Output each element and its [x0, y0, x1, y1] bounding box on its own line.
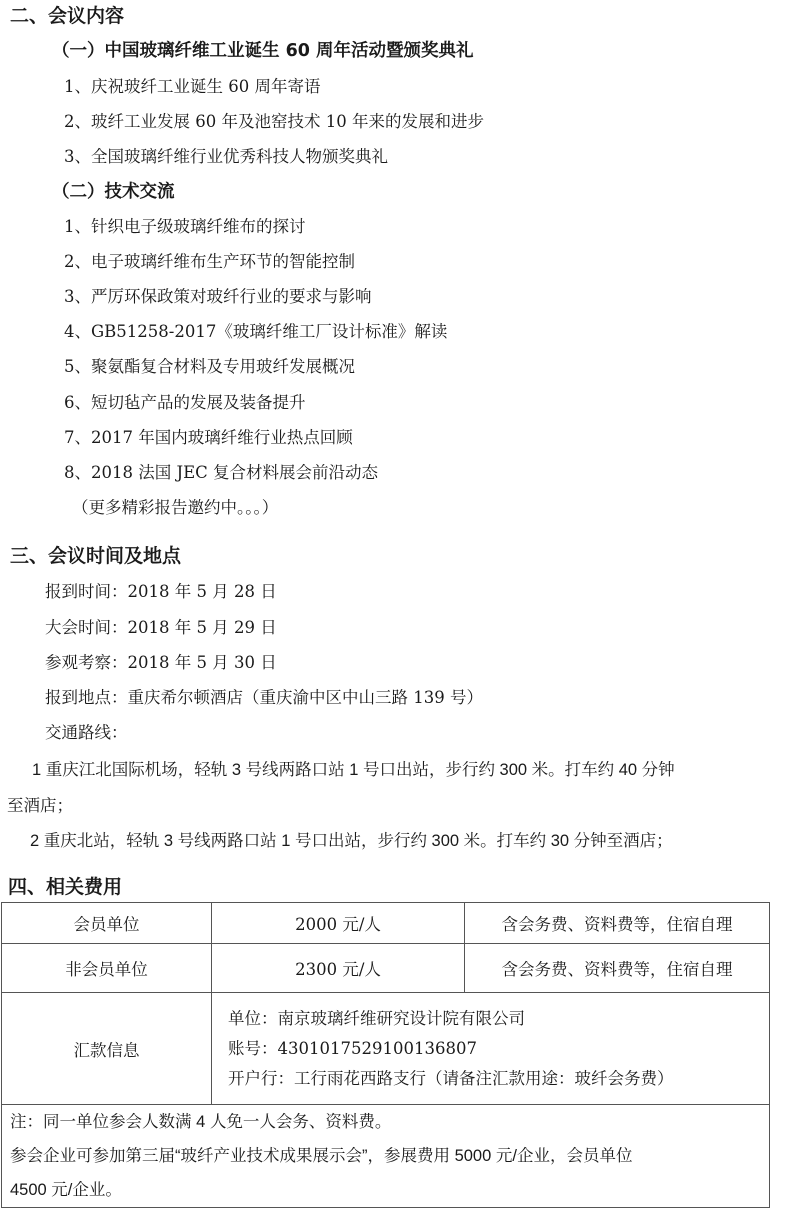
- section-title-time-location: 三、会议时间及地点: [10, 545, 182, 567]
- list-item: 4、GB51258-2017《玻璃纤维工厂设计标准》解读: [64, 322, 448, 341]
- list-item: 3、严厉环保政策对玻纤行业的要求与影响: [64, 287, 372, 306]
- list-item: 1、庆祝玻纤工业诞生 60 周年寄语: [64, 77, 321, 96]
- fee-price: 2000 元/人: [212, 903, 465, 944]
- transport-label: 交通路线：: [45, 723, 128, 742]
- section-title-fees: 四、相关费用: [8, 876, 123, 898]
- list-item: 5、聚氨酯复合材料及专用玻纤发展概况: [64, 357, 355, 376]
- more-reports-note: （更多精彩报告邀约中。。。）: [72, 498, 279, 517]
- fee-price: 2300 元/人: [212, 944, 465, 993]
- subsection-title-tech-exchange: （二）技术交流: [52, 182, 175, 202]
- registration-location: 报到地点：重庆希尔顿酒店（重庆渝中区中山三路 139 号）: [45, 688, 483, 707]
- route-north-station: 2 重庆北站，轻轨 3 号线两路口站 1 号口出站，步行约 300 米。打车约 30 分钟至酒店；: [30, 832, 673, 850]
- section-title-meeting-content: 二、会议内容: [10, 5, 125, 27]
- table-row-notes: [2, 1105, 770, 1208]
- list-item: 2、玻纤工业发展 60 年及池窑技术 10 年来的发展和进步: [64, 112, 484, 131]
- list-item: 7、2017 年国内玻璃纤维行业热点回顾: [64, 428, 353, 447]
- fee-notes: [2, 1105, 770, 1208]
- fee-note: 含会务费、资料费等，住宿自理: [465, 903, 770, 944]
- subsection-title-anniversary: （一）中国玻璃纤维工业诞生 60 周年活动暨颁奖典礼: [52, 41, 474, 61]
- table-row: [2, 944, 770, 993]
- list-item: 1、针织电子级玻璃纤维布的探讨: [64, 217, 306, 236]
- conference-date: 大会时间：2018 年 5 月 29 日: [45, 618, 277, 637]
- remittance-label: 汇款信息: [2, 993, 212, 1105]
- remittance-unit: 单位：南京玻璃纤维研究设计院有限公司: [228, 1008, 525, 1028]
- list-item: 2、电子玻璃纤维布生产环节的智能控制: [64, 252, 355, 271]
- route-airport: 1 重庆江北国际机场，轻轨 3 号线两路口站 1 号口出站，步行约 300 米。打车约 40 分钟: [32, 761, 675, 779]
- route-airport-cont: 至酒店；: [7, 797, 73, 815]
- remittance-bank: 开户行：工行雨花西路支行（请备注汇款用途：玻纤会务费）: [228, 1068, 674, 1088]
- visit-date: 参观考察：2018 年 5 月 30 日: [45, 653, 277, 672]
- fees-table: [1, 902, 770, 1208]
- note-line: 参会企业可参加第三届“玻纤产业技术成果展示会”，参展费用 5000 元/企业，会员单位: [10, 1147, 633, 1165]
- registration-date: 报到时间：2018 年 5 月 28 日: [45, 582, 277, 601]
- list-item: 3、全国玻璃纤维行业优秀科技人物颁奖典礼: [64, 147, 388, 166]
- table-row: [2, 903, 770, 944]
- remittance-account: 账号：4301017529100136807: [228, 1038, 477, 1058]
- fee-type: 会员单位: [2, 903, 212, 944]
- note-line: 注：同一单位参会人数满 4 人免一人会务、资料费。: [10, 1113, 392, 1131]
- list-item: 6、短切毡产品的发展及装备提升: [64, 393, 306, 412]
- note-line: 4500 元/企业。: [10, 1181, 122, 1199]
- table-row-remittance: [2, 993, 770, 1105]
- remittance-info: [212, 993, 770, 1105]
- fee-note: 含会务费、资料费等，住宿自理: [465, 944, 770, 993]
- list-item: 8、2018 法国 JEC 复合材料展会前沿动态: [64, 463, 379, 482]
- fee-type: 非会员单位: [2, 944, 212, 993]
